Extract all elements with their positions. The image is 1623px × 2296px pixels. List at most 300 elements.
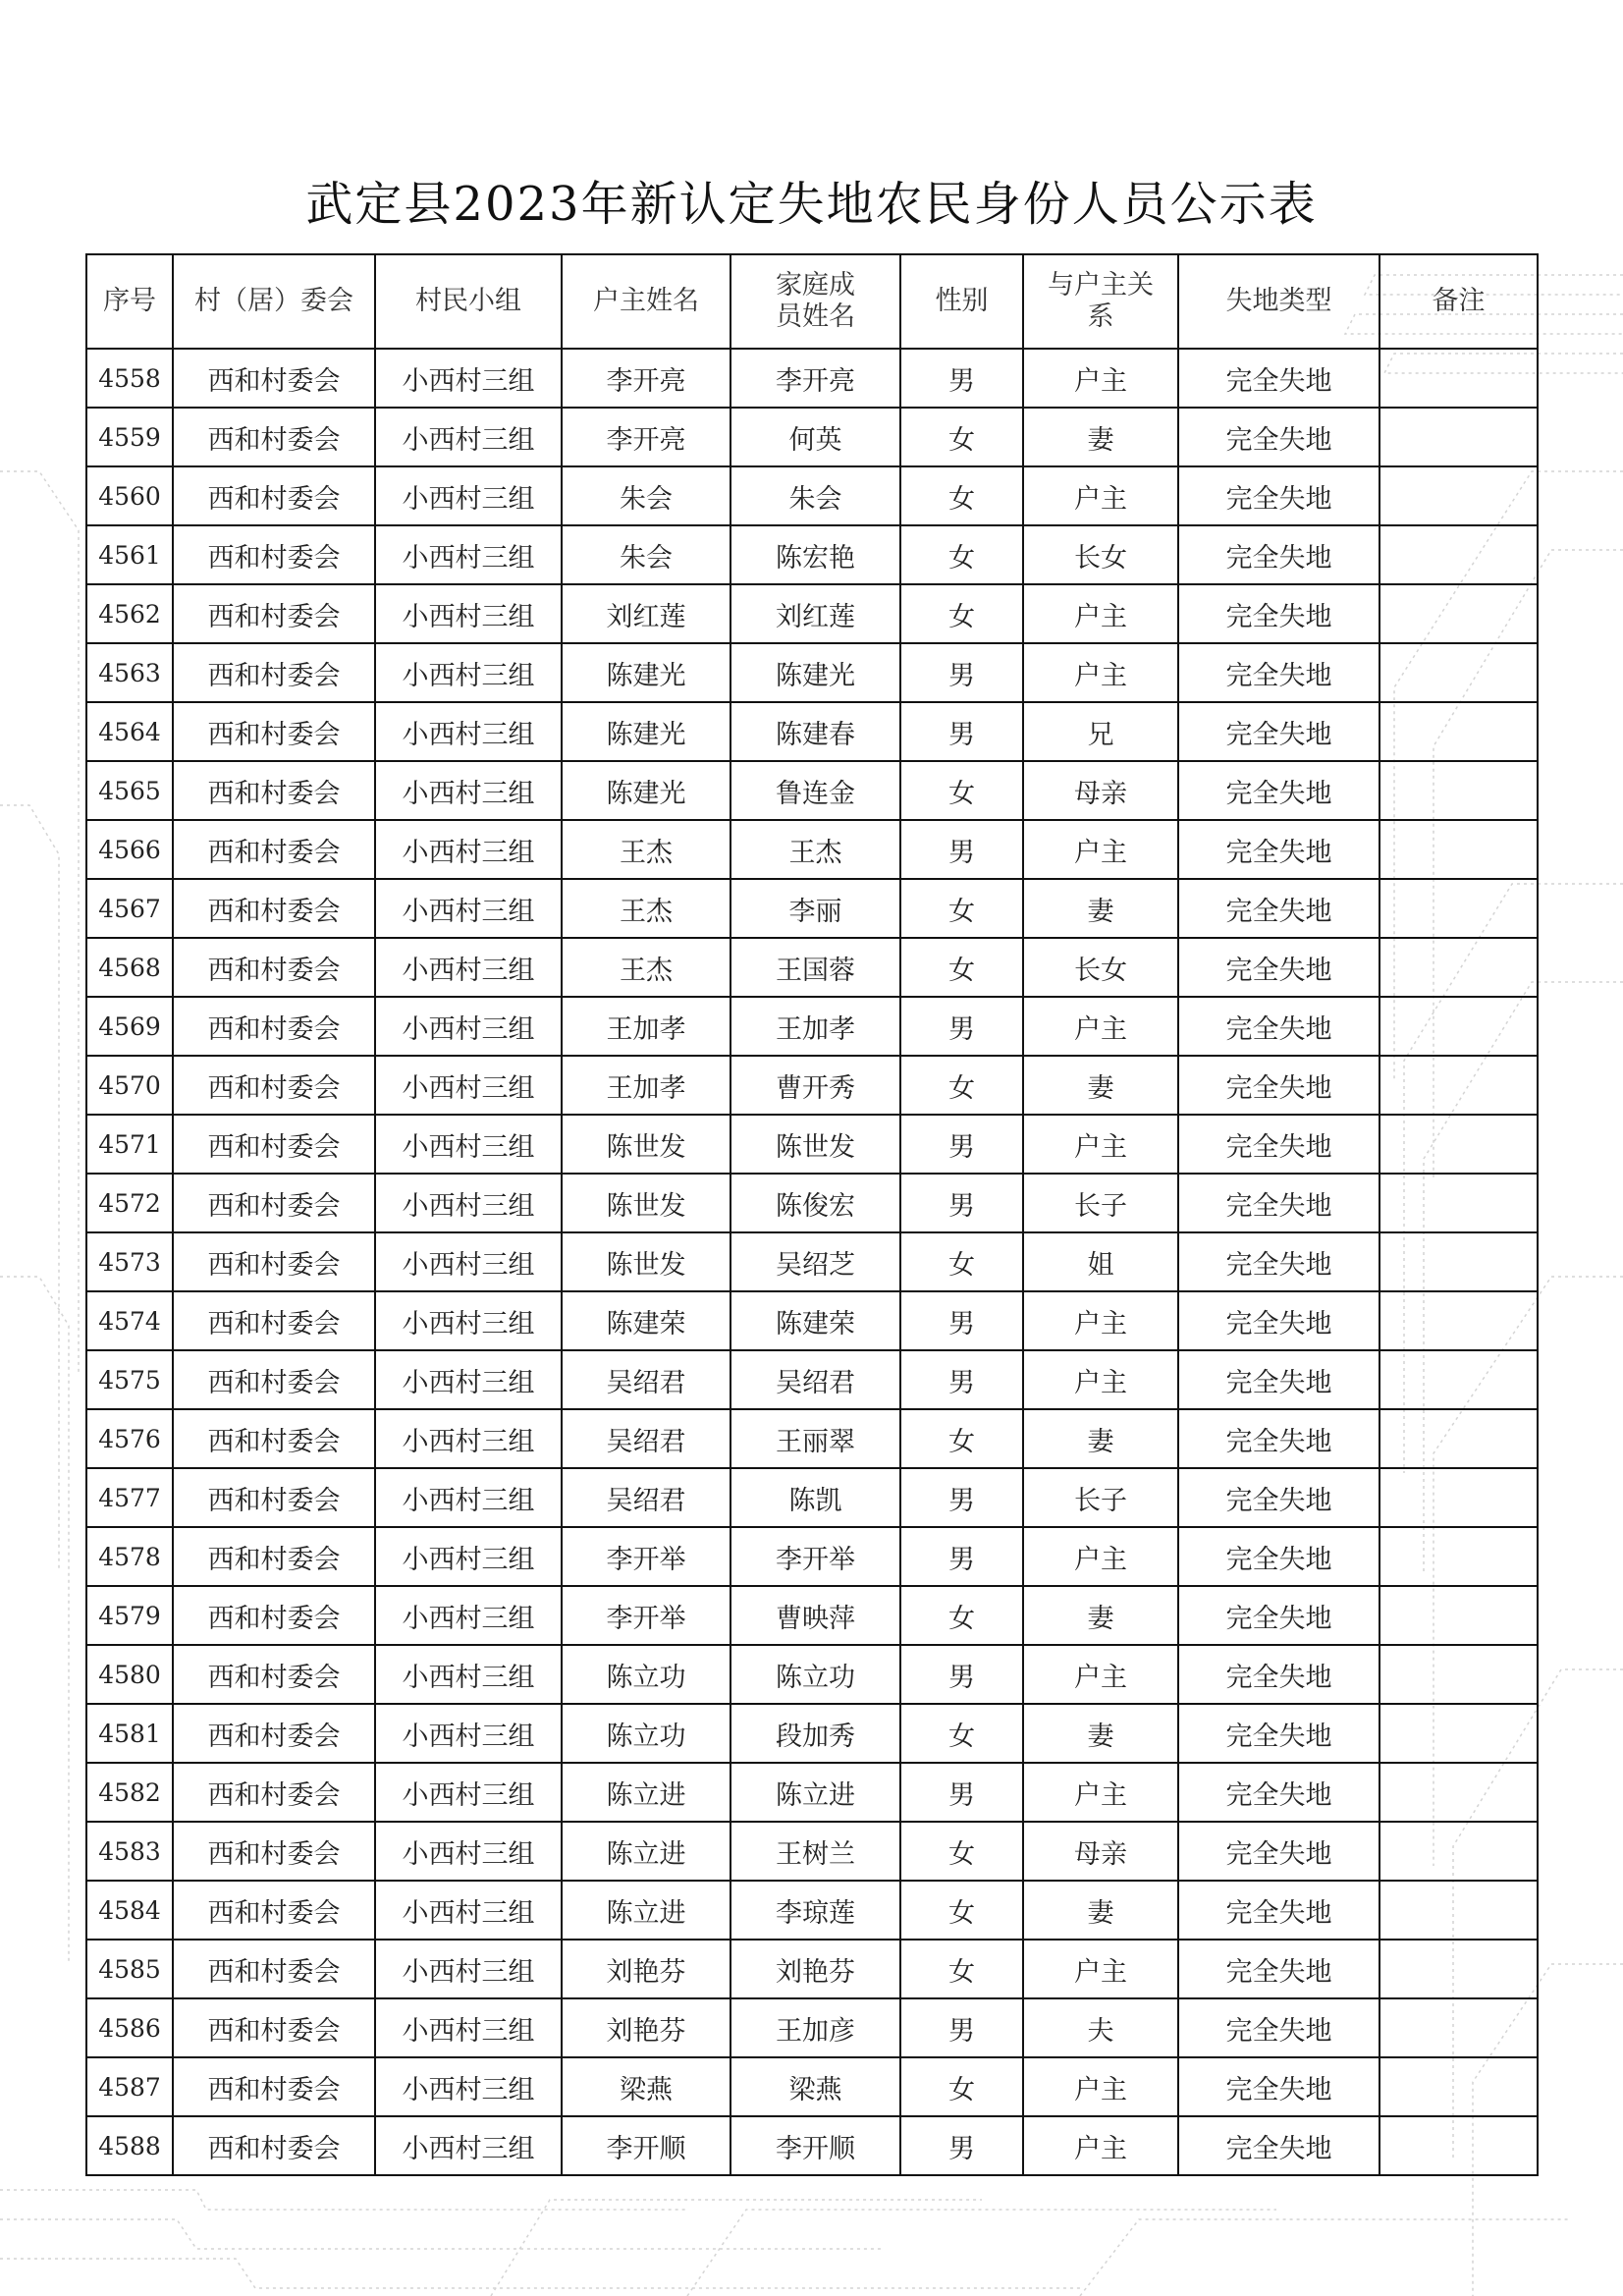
cell-gender: 女 [900, 408, 1023, 466]
cell-family-member: 李开举 [730, 1527, 900, 1586]
cell-land-loss-type: 完全失地 [1178, 1056, 1380, 1115]
cell-land-loss-type: 完全失地 [1178, 1232, 1380, 1291]
cell-committee: 西和村委会 [173, 525, 375, 584]
cell-land-loss-type: 完全失地 [1178, 820, 1380, 879]
cell-committee: 西和村委会 [173, 1586, 375, 1645]
cell-note [1380, 1291, 1538, 1350]
cell-land-loss-type: 完全失地 [1178, 466, 1380, 525]
cell-no: 4568 [86, 938, 173, 997]
table-row [86, 1645, 1538, 1704]
cell-group: 小西村三组 [375, 938, 562, 997]
cell-note [1380, 1115, 1538, 1174]
cell-gender: 女 [900, 466, 1023, 525]
cell-family-member: 吴绍君 [730, 1350, 900, 1409]
cell-relation: 母亲 [1023, 1822, 1178, 1881]
cell-household-head: 王杰 [562, 820, 730, 879]
cell-gender: 女 [900, 938, 1023, 997]
cell-committee: 西和村委会 [173, 1056, 375, 1115]
cell-note [1380, 1350, 1538, 1409]
table-row [86, 2116, 1538, 2175]
cell-family-member: 陈凯 [730, 1468, 900, 1527]
cell-land-loss-type: 完全失地 [1178, 1350, 1380, 1409]
cell-committee: 西和村委会 [173, 2057, 375, 2116]
cell-relation: 户主 [1023, 643, 1178, 702]
cell-household-head: 王杰 [562, 938, 730, 997]
cell-no: 4577 [86, 1468, 173, 1527]
cell-gender: 男 [900, 1115, 1023, 1174]
cell-relation: 户主 [1023, 1527, 1178, 1586]
cell-household-head: 刘艳芬 [562, 1940, 730, 1998]
cell-relation: 户主 [1023, 2116, 1178, 2175]
header-group: 村民小组 [375, 254, 562, 349]
cell-committee: 西和村委会 [173, 408, 375, 466]
cell-land-loss-type: 完全失地 [1178, 761, 1380, 820]
cell-gender: 男 [900, 997, 1023, 1056]
cell-note [1380, 879, 1538, 938]
cell-committee: 西和村委会 [173, 1645, 375, 1704]
cell-household-head: 李开顺 [562, 2116, 730, 2175]
cell-committee: 西和村委会 [173, 2116, 375, 2175]
cell-land-loss-type: 完全失地 [1178, 1586, 1380, 1645]
header-household-head: 户主姓名 [562, 254, 730, 349]
cell-no: 4558 [86, 349, 173, 408]
cell-household-head: 吴绍君 [562, 1350, 730, 1409]
cell-note [1380, 1409, 1538, 1468]
cell-group: 小西村三组 [375, 1940, 562, 1998]
cell-family-member: 李开顺 [730, 2116, 900, 2175]
cell-no: 4576 [86, 1409, 173, 1468]
cell-land-loss-type: 完全失地 [1178, 1998, 1380, 2057]
cell-family-member: 王国蓉 [730, 938, 900, 997]
cell-land-loss-type: 完全失地 [1178, 2116, 1380, 2175]
cell-no: 4579 [86, 1586, 173, 1645]
table-row [86, 1586, 1538, 1645]
cell-family-member: 王丽翠 [730, 1409, 900, 1468]
cell-group: 小西村三组 [375, 1232, 562, 1291]
page-title: 武定县2023年新认定失地农民身份人员公示表 [305, 177, 1318, 232]
cell-relation: 夫 [1023, 1998, 1178, 2057]
cell-gender: 女 [900, 1409, 1023, 1468]
table-row [86, 1232, 1538, 1291]
cell-group: 小西村三组 [375, 1291, 562, 1350]
cell-group: 小西村三组 [375, 1174, 562, 1232]
cell-family-member: 王树兰 [730, 1822, 900, 1881]
cell-relation: 户主 [1023, 1763, 1178, 1822]
cell-relation: 户主 [1023, 584, 1178, 643]
cell-group: 小西村三组 [375, 997, 562, 1056]
cell-group: 小西村三组 [375, 408, 562, 466]
cell-group: 小西村三组 [375, 1056, 562, 1115]
header-family-member: 家庭成员姓名 [730, 254, 900, 349]
cell-committee: 西和村委会 [173, 1940, 375, 1998]
cell-relation: 户主 [1023, 1350, 1178, 1409]
cell-no: 4581 [86, 1704, 173, 1763]
table-row [86, 820, 1538, 879]
cell-group: 小西村三组 [375, 2057, 562, 2116]
cell-committee: 西和村委会 [173, 1409, 375, 1468]
cell-note [1380, 466, 1538, 525]
cell-household-head: 刘红莲 [562, 584, 730, 643]
cell-gender: 男 [900, 2116, 1023, 2175]
cell-family-member: 李丽 [730, 879, 900, 938]
cell-household-head: 李开亮 [562, 349, 730, 408]
table-row [86, 2057, 1538, 2116]
cell-note [1380, 761, 1538, 820]
cell-household-head: 吴绍君 [562, 1468, 730, 1527]
cell-group: 小西村三组 [375, 466, 562, 525]
cell-relation: 长子 [1023, 1468, 1178, 1527]
cell-family-member: 陈立功 [730, 1645, 900, 1704]
cell-gender: 女 [900, 1586, 1023, 1645]
cell-relation: 户主 [1023, 997, 1178, 1056]
cell-relation: 妻 [1023, 1881, 1178, 1940]
cell-note [1380, 1881, 1538, 1940]
table-row [86, 879, 1538, 938]
cell-no: 4567 [86, 879, 173, 938]
cell-committee: 西和村委会 [173, 1998, 375, 2057]
cell-group: 小西村三组 [375, 1350, 562, 1409]
cell-committee: 西和村委会 [173, 1468, 375, 1527]
cell-note [1380, 1940, 1538, 1998]
cell-no: 4564 [86, 702, 173, 761]
cell-gender: 男 [900, 643, 1023, 702]
cell-group: 小西村三组 [375, 2116, 562, 2175]
cell-no: 4588 [86, 2116, 173, 2175]
cell-land-loss-type: 完全失地 [1178, 1115, 1380, 1174]
header-relation: 与户主关系 [1023, 254, 1178, 349]
cell-committee: 西和村委会 [173, 1350, 375, 1409]
cell-note [1380, 1527, 1538, 1586]
cell-no: 4578 [86, 1527, 173, 1586]
table-row [86, 408, 1538, 466]
cell-family-member: 王杰 [730, 820, 900, 879]
roster-table [85, 253, 1539, 2176]
cell-note [1380, 1645, 1538, 1704]
cell-group: 小西村三组 [375, 1468, 562, 1527]
cell-relation: 户主 [1023, 1115, 1178, 1174]
cell-relation: 户主 [1023, 1940, 1178, 1998]
cell-no: 4560 [86, 466, 173, 525]
cell-family-member: 陈世发 [730, 1115, 900, 1174]
cell-family-member: 陈建荣 [730, 1291, 900, 1350]
cell-committee: 西和村委会 [173, 1527, 375, 1586]
table-row [86, 761, 1538, 820]
header-gender: 性别 [900, 254, 1023, 349]
cell-household-head: 陈立进 [562, 1822, 730, 1881]
cell-gender: 男 [900, 1468, 1023, 1527]
header-committee: 村（居）委会 [173, 254, 375, 349]
cell-relation: 户主 [1023, 1291, 1178, 1350]
cell-note [1380, 1468, 1538, 1527]
cell-committee: 西和村委会 [173, 938, 375, 997]
cell-household-head: 陈建光 [562, 643, 730, 702]
cell-relation: 长女 [1023, 525, 1178, 584]
cell-land-loss-type: 完全失地 [1178, 938, 1380, 997]
cell-committee: 西和村委会 [173, 466, 375, 525]
table-row [86, 1527, 1538, 1586]
cell-group: 小西村三组 [375, 761, 562, 820]
cell-land-loss-type: 完全失地 [1178, 997, 1380, 1056]
cell-family-member: 陈俊宏 [730, 1174, 900, 1232]
cell-relation: 姐 [1023, 1232, 1178, 1291]
header-note: 备注 [1380, 254, 1538, 349]
cell-committee: 西和村委会 [173, 1822, 375, 1881]
table-row [86, 1704, 1538, 1763]
cell-committee: 西和村委会 [173, 997, 375, 1056]
cell-family-member: 刘艳芬 [730, 1940, 900, 1998]
cell-household-head: 陈建荣 [562, 1291, 730, 1350]
cell-no: 4582 [86, 1763, 173, 1822]
table-row [86, 1350, 1538, 1409]
cell-no: 4570 [86, 1056, 173, 1115]
cell-household-head: 朱会 [562, 466, 730, 525]
cell-household-head: 王杰 [562, 879, 730, 938]
cell-note [1380, 1704, 1538, 1763]
cell-gender: 女 [900, 584, 1023, 643]
cell-land-loss-type: 完全失地 [1178, 1527, 1380, 1586]
cell-relation: 妻 [1023, 1409, 1178, 1468]
cell-no: 4565 [86, 761, 173, 820]
cell-relation: 母亲 [1023, 761, 1178, 820]
cell-committee: 西和村委会 [173, 1115, 375, 1174]
cell-gender: 男 [900, 1174, 1023, 1232]
cell-no: 4584 [86, 1881, 173, 1940]
table-row [86, 1940, 1538, 1998]
cell-family-member: 王加彦 [730, 1998, 900, 2057]
cell-land-loss-type: 完全失地 [1178, 1291, 1380, 1350]
cell-household-head: 陈立功 [562, 1645, 730, 1704]
cell-note [1380, 408, 1538, 466]
cell-committee: 西和村委会 [173, 702, 375, 761]
table-row [86, 1881, 1538, 1940]
cell-note [1380, 2057, 1538, 2116]
cell-note [1380, 938, 1538, 997]
cell-no: 4573 [86, 1232, 173, 1291]
cell-relation: 户主 [1023, 820, 1178, 879]
cell-note [1380, 1056, 1538, 1115]
cell-committee: 西和村委会 [173, 584, 375, 643]
cell-committee: 西和村委会 [173, 643, 375, 702]
table-row [86, 584, 1538, 643]
cell-household-head: 陈世发 [562, 1174, 730, 1232]
cell-group: 小西村三组 [375, 820, 562, 879]
roster-body [86, 349, 1538, 2175]
cell-gender: 男 [900, 1763, 1023, 1822]
cell-family-member: 李开亮 [730, 349, 900, 408]
cell-no: 4562 [86, 584, 173, 643]
cell-group: 小西村三组 [375, 1763, 562, 1822]
cell-note [1380, 1763, 1538, 1822]
cell-household-head: 陈立功 [562, 1704, 730, 1763]
cell-committee: 西和村委会 [173, 761, 375, 820]
cell-household-head: 刘艳芬 [562, 1998, 730, 2057]
table-row [86, 1822, 1538, 1881]
table-row [86, 1998, 1538, 2057]
cell-gender: 女 [900, 1940, 1023, 1998]
cell-group: 小西村三组 [375, 1645, 562, 1704]
cell-note [1380, 2116, 1538, 2175]
cell-relation: 妻 [1023, 1704, 1178, 1763]
cell-land-loss-type: 完全失地 [1178, 879, 1380, 938]
cell-no: 4572 [86, 1174, 173, 1232]
cell-gender: 女 [900, 525, 1023, 584]
cell-relation: 妻 [1023, 408, 1178, 466]
cell-land-loss-type: 完全失地 [1178, 349, 1380, 408]
cell-gender: 女 [900, 2057, 1023, 2116]
cell-relation: 妻 [1023, 1586, 1178, 1645]
cell-land-loss-type: 完全失地 [1178, 1174, 1380, 1232]
cell-group: 小西村三组 [375, 1527, 562, 1586]
cell-committee: 西和村委会 [173, 1174, 375, 1232]
table-row [86, 1056, 1538, 1115]
cell-no: 4586 [86, 1998, 173, 2057]
cell-group: 小西村三组 [375, 584, 562, 643]
cell-family-member: 鲁连金 [730, 761, 900, 820]
cell-no: 4571 [86, 1115, 173, 1174]
cell-group: 小西村三组 [375, 1586, 562, 1645]
table-row [86, 702, 1538, 761]
cell-household-head: 王加孝 [562, 1056, 730, 1115]
cell-group: 小西村三组 [375, 1115, 562, 1174]
cell-committee: 西和村委会 [173, 1763, 375, 1822]
cell-note [1380, 584, 1538, 643]
cell-no: 4569 [86, 997, 173, 1056]
cell-no: 4559 [86, 408, 173, 466]
cell-note [1380, 997, 1538, 1056]
cell-gender: 男 [900, 1527, 1023, 1586]
cell-relation: 长子 [1023, 1174, 1178, 1232]
cell-household-head: 朱会 [562, 525, 730, 584]
cell-land-loss-type: 完全失地 [1178, 2057, 1380, 2116]
cell-relation: 长女 [1023, 938, 1178, 997]
cell-group: 小西村三组 [375, 1822, 562, 1881]
cell-group: 小西村三组 [375, 1704, 562, 1763]
cell-gender: 女 [900, 761, 1023, 820]
cell-relation: 户主 [1023, 2057, 1178, 2116]
cell-no: 4575 [86, 1350, 173, 1409]
cell-no: 4583 [86, 1822, 173, 1881]
cell-land-loss-type: 完全失地 [1178, 1645, 1380, 1704]
cell-gender: 男 [900, 820, 1023, 879]
cell-land-loss-type: 完全失地 [1178, 584, 1380, 643]
cell-note [1380, 1822, 1538, 1881]
cell-family-member: 梁燕 [730, 2057, 900, 2116]
cell-household-head: 陈世发 [562, 1232, 730, 1291]
header-land-loss-type: 失地类型 [1178, 254, 1380, 349]
cell-group: 小西村三组 [375, 702, 562, 761]
cell-no: 4587 [86, 2057, 173, 2116]
cell-land-loss-type: 完全失地 [1178, 702, 1380, 761]
table-row [86, 1291, 1538, 1350]
cell-no: 4561 [86, 525, 173, 584]
cell-note [1380, 1174, 1538, 1232]
cell-note [1380, 1998, 1538, 2057]
cell-gender: 女 [900, 879, 1023, 938]
cell-group: 小西村三组 [375, 1998, 562, 2057]
cell-family-member: 李琼莲 [730, 1881, 900, 1940]
cell-group: 小西村三组 [375, 643, 562, 702]
cell-household-head: 王加孝 [562, 997, 730, 1056]
cell-no: 4563 [86, 643, 173, 702]
table-row [86, 643, 1538, 702]
table-row [86, 1468, 1538, 1527]
cell-family-member: 陈宏艳 [730, 525, 900, 584]
cell-gender: 女 [900, 1822, 1023, 1881]
cell-household-head: 陈建光 [562, 761, 730, 820]
cell-family-member: 段加秀 [730, 1704, 900, 1763]
cell-household-head: 陈立进 [562, 1763, 730, 1822]
cell-land-loss-type: 完全失地 [1178, 643, 1380, 702]
cell-no: 4580 [86, 1645, 173, 1704]
cell-land-loss-type: 完全失地 [1178, 1940, 1380, 1998]
cell-land-loss-type: 完全失地 [1178, 1704, 1380, 1763]
cell-no: 4574 [86, 1291, 173, 1350]
cell-group: 小西村三组 [375, 1881, 562, 1940]
header-no: 序号 [86, 254, 173, 349]
table-row [86, 997, 1538, 1056]
table-row [86, 466, 1538, 525]
header-row [86, 254, 1538, 349]
cell-committee: 西和村委会 [173, 879, 375, 938]
cell-household-head: 李开举 [562, 1586, 730, 1645]
cell-family-member: 陈立进 [730, 1763, 900, 1822]
cell-committee: 西和村委会 [173, 349, 375, 408]
cell-committee: 西和村委会 [173, 1704, 375, 1763]
cell-household-head: 陈建光 [562, 702, 730, 761]
cell-household-head: 李开亮 [562, 408, 730, 466]
cell-land-loss-type: 完全失地 [1178, 525, 1380, 584]
cell-group: 小西村三组 [375, 525, 562, 584]
table-row [86, 1763, 1538, 1822]
table-row [86, 1174, 1538, 1232]
table-row [86, 1115, 1538, 1174]
cell-household-head: 梁燕 [562, 2057, 730, 2116]
cell-family-member: 陈建光 [730, 643, 900, 702]
cell-gender: 女 [900, 1704, 1023, 1763]
cell-family-member: 王加孝 [730, 997, 900, 1056]
table-row [86, 938, 1538, 997]
cell-relation: 户主 [1023, 1645, 1178, 1704]
cell-land-loss-type: 完全失地 [1178, 408, 1380, 466]
cell-gender: 女 [900, 1232, 1023, 1291]
cell-household-head: 陈立进 [562, 1881, 730, 1940]
cell-group: 小西村三组 [375, 1409, 562, 1468]
cell-family-member: 何英 [730, 408, 900, 466]
cell-gender: 男 [900, 1998, 1023, 2057]
cell-note [1380, 820, 1538, 879]
cell-family-member: 刘红莲 [730, 584, 900, 643]
cell-family-member: 朱会 [730, 466, 900, 525]
cell-household-head: 吴绍君 [562, 1409, 730, 1468]
cell-gender: 男 [900, 1645, 1023, 1704]
cell-note [1380, 1586, 1538, 1645]
cell-family-member: 曹映萍 [730, 1586, 900, 1645]
cell-land-loss-type: 完全失地 [1178, 1468, 1380, 1527]
table-row [86, 349, 1538, 408]
cell-relation: 户主 [1023, 466, 1178, 525]
cell-gender: 女 [900, 1881, 1023, 1940]
cell-committee: 西和村委会 [173, 1881, 375, 1940]
cell-relation: 妻 [1023, 1056, 1178, 1115]
cell-group: 小西村三组 [375, 879, 562, 938]
cell-gender: 男 [900, 1291, 1023, 1350]
cell-household-head: 陈世发 [562, 1115, 730, 1174]
cell-land-loss-type: 完全失地 [1178, 1763, 1380, 1822]
cell-no: 4585 [86, 1940, 173, 1998]
cell-land-loss-type: 完全失地 [1178, 1881, 1380, 1940]
cell-household-head: 李开举 [562, 1527, 730, 1586]
cell-committee: 西和村委会 [173, 1291, 375, 1350]
